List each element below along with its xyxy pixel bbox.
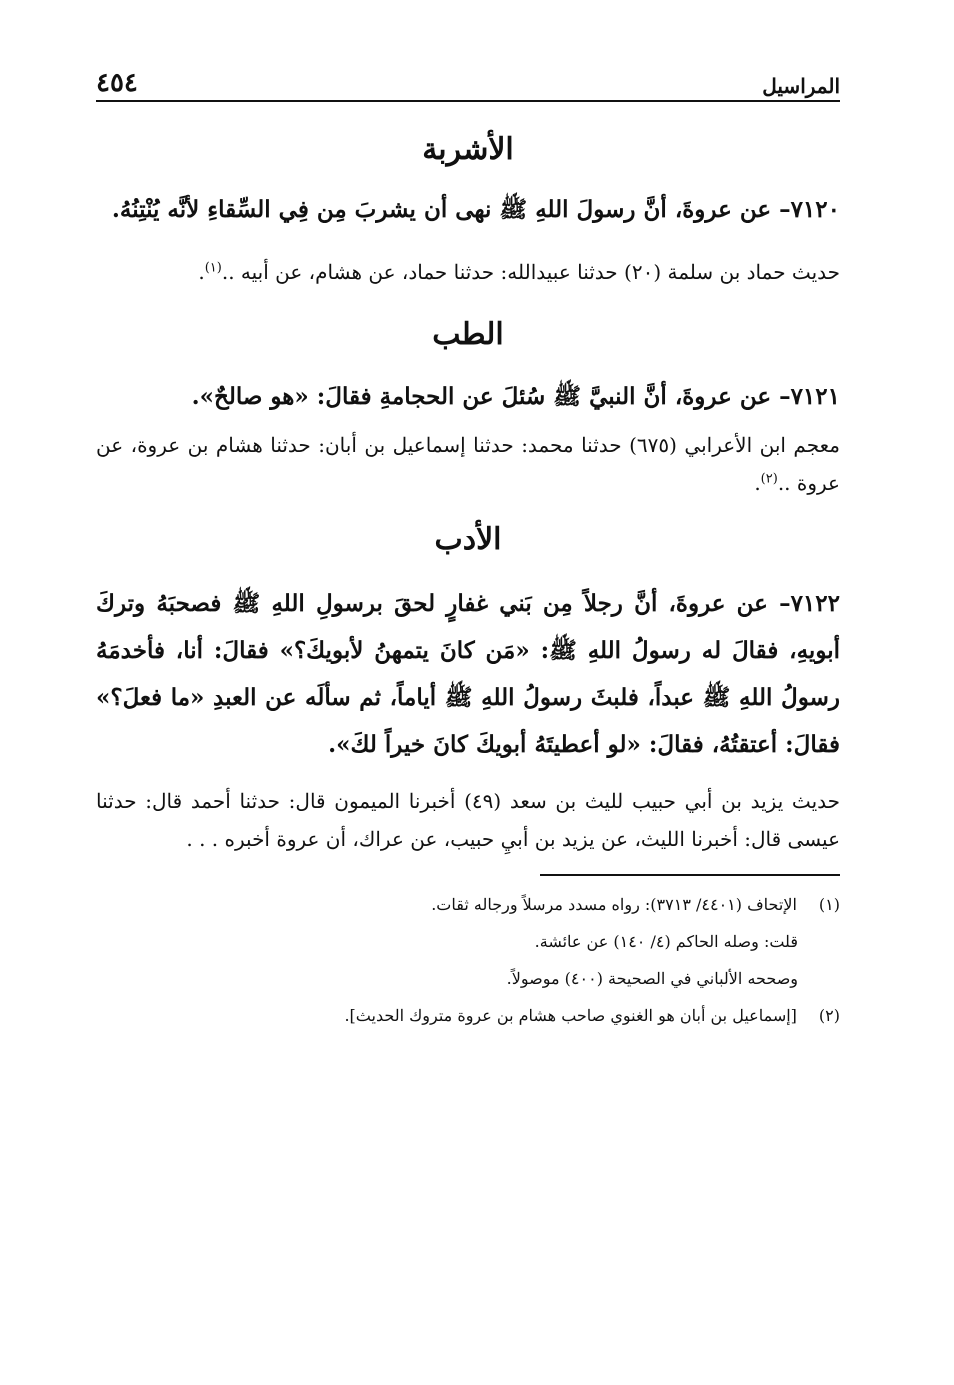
section-title: الطب <box>432 317 504 352</box>
source-text: معجم ابن الأعرابي (٦٧٥) حدثنا محمد: حدثنا إسماعيل بن أبان: حدثنا هشام بن عروة، عن عروة .. <box>96 433 840 495</box>
footnote-number: (١) <box>818 895 840 914</box>
footnote-text: الإتحاف (٤٤٠١/ ٣٧١٣): رواه مسدد مرسلاً ورجاله ثقات. <box>431 895 797 914</box>
footnote-text: [إسماعيل بن أبان هو الغنوي صاحب هشام بن عروة متروك الحديث]. <box>344 1006 797 1025</box>
hadith-source: حديث حماد بن سلمة (٢٠) حدثنا عبيدالله: حدثنا حماد، عن هشام، عن أبيه ..$^{(١)}$. <box>198 260 840 284</box>
running-title: المراسيل <box>762 74 840 98</box>
page-header <box>96 60 840 102</box>
hadith-body: عن عروةَ، أنَّ رسولَ اللهِ ﷺ نهى أن يشربَ مِن فِي السِّقاءِ لأنَّه يُنْتِنُهُ. <box>111 196 772 223</box>
footnote-text: قلت: وصله الحاكم (٤/ ١٤٠) عن عائشة. <box>534 932 798 951</box>
hadith-text <box>96 186 840 233</box>
footnote <box>96 923 840 960</box>
footnotes <box>96 886 840 1034</box>
hadith-text <box>96 373 840 420</box>
footnote-separator <box>540 874 840 876</box>
footnote <box>96 886 840 923</box>
hadith-text <box>96 580 840 768</box>
footnote <box>96 960 840 997</box>
footnote-ref[interactable]: (١) <box>204 260 222 276</box>
book-page <box>96 60 840 1034</box>
source-text: حديث حماد بن سلمة (٢٠) حدثنا عبيدالله: حدثنا حماد، عن هشام، عن أبيه .. <box>221 260 840 284</box>
section-title: الأدب <box>434 522 502 557</box>
hadith-number: ٧١٢١– <box>779 383 840 410</box>
footnote <box>96 997 840 1034</box>
footnote-text: وصححه الألباني في الصحيحة (٤٠٠) موصولاً. <box>506 969 798 988</box>
hadith-source: معجم ابن الأعرابي (٦٧٥) حدثنا محمد: حدثنا إسماعيل بن أبان: حدثنا هشام بن عروة، عن عروة ..$^{(٢)}$. <box>96 433 840 495</box>
hadith-source <box>96 782 840 858</box>
source-text: حديث يزيد بن أبي حبيب لليث بن سعد (٤٩) أخبرنا الميمون قال: حدثنا أحمد قال: حدثنا عيسى قال: أخبرنا الليث، عن يزيد بن أبيِ حبيب، عن عراك، أن عروة أخبره . . . <box>96 789 841 851</box>
page-number: ٤٥٤ <box>96 68 138 98</box>
hadith-number: ٧١٢٢– <box>779 590 840 617</box>
hadith-number: ٧١٢٠– <box>779 196 840 223</box>
footnote-number: (٢) <box>818 1006 840 1025</box>
hadith-body: عن عروةَ، أنَّ النبيَّ ﷺ سُئلَ عن الحجامةِ فقالَ: «هو صالحٌ». <box>191 383 772 410</box>
hadith-body: عن عروةَ، أنَّ رجلاً مِن بَني غفارٍ لحقَ برسولِ اللهِ ﷺ فصحبَهُ وتركَ أبويهِ، فقالَ له رسولُ اللهِ ﷺ: «مَن كانَ يتمهنُ لأبويكَ؟» فقالَ: أنا، فأخدمَهُ رسولُ اللهِ ﷺ عبداً، فلبثَ رسولُ اللهِ ﷺ أياماً، ثم سألَه عن العبدِ «ما فعلَ؟» فقالَ: أعتقتُهُ، فقالَ: «لو أعطيتَهُ أبويكَ كانَ خيراً لكَ». <box>96 590 840 758</box>
section-title: الأشربة <box>422 132 514 167</box>
footnote-ref[interactable]: (٢) <box>760 471 778 487</box>
